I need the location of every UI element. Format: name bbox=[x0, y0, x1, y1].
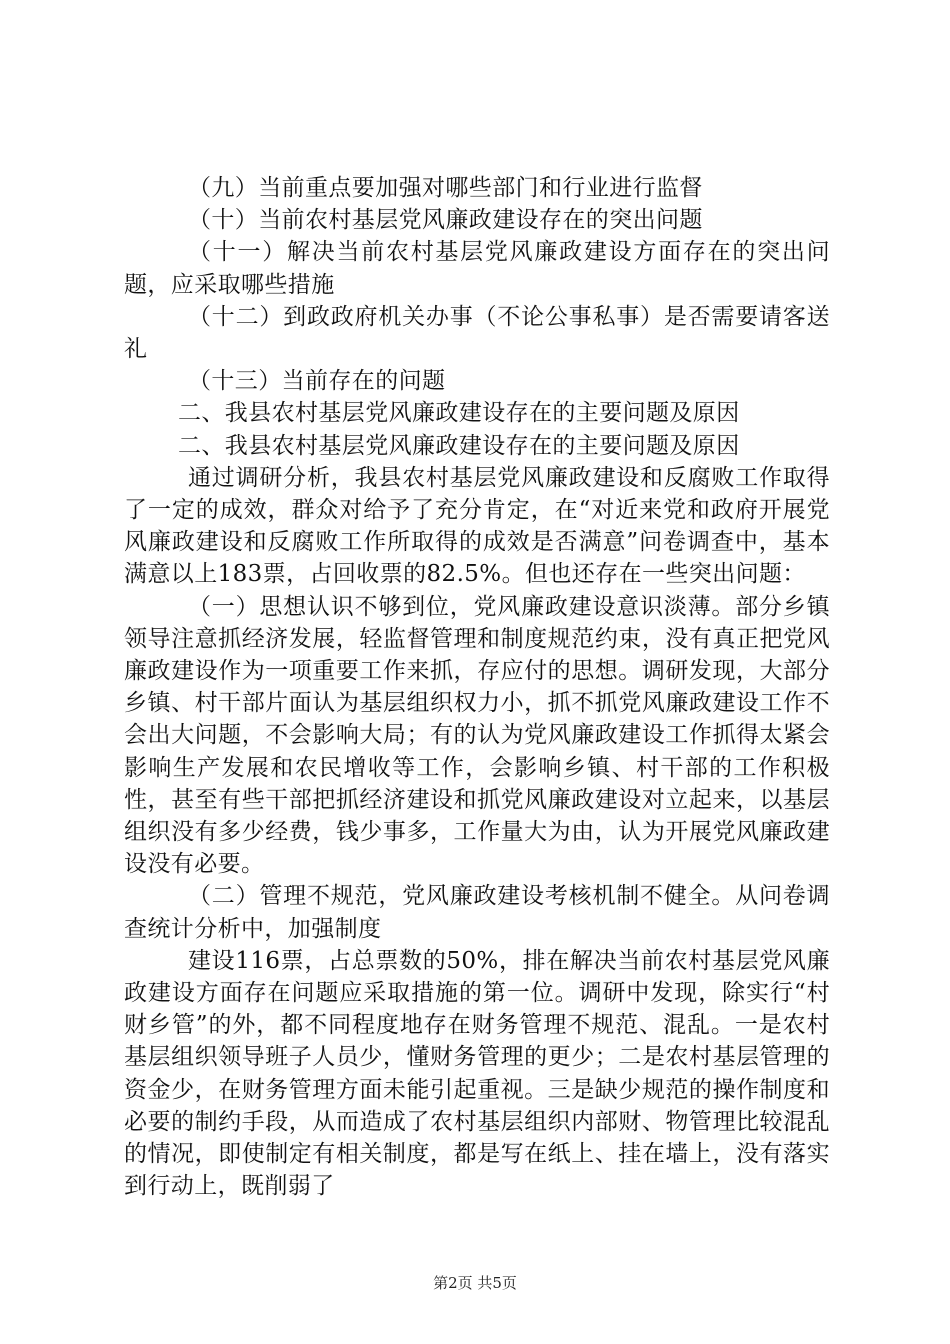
paragraph-12: （十二）到政政府机关办事（不论公事私事）是否需要请客送礼 bbox=[124, 303, 830, 363]
document-body bbox=[124, 172, 830, 1203]
paragraph-10: （十）当前农村基层党风廉政建设存在的突出问题 bbox=[188, 207, 703, 234]
paragraph-problem-1: （一）思想认识不够到位，党风廉政建设意识淡薄。部分乡镇领导注意抓经济发展，轻监督管理和制度规范约束，没有真正把党风廉政建设作为一项重要工作来抓，存应付的思想。调研发现，大部分乡镇、村干部片面认为基层组织权力小，抓不抓党风廉政建设工作不会出大问题，不会影响大局；有的认为党风廉政建设工作抓得太紧会影响生产发展和农民增收等工作，会影响乡镇、村干部的工作积极性，甚至有些干部把抓经济建设和抓党风廉政建设对立起来，以基层组织没有多少经费，钱少事多，工作量大为由，认为开展党风廉政建设没有必要。 bbox=[124, 593, 830, 878]
paragraph-11: （十一）解决当前农村基层党风廉政建设方面存在的突出问题，应采取哪些措施 bbox=[124, 239, 830, 298]
section-heading-2-repeat: 二、我县农村基层党风廉政建设存在的主要问题及原因 bbox=[178, 432, 740, 459]
paragraph-problem-2: （二）管理不规范，党风廉政建设考核机制不健全。从问卷调查统计分析中，加强制度 bbox=[124, 883, 830, 942]
paragraph-problem-2-continued: 建设116票，占总票数的50%，排在解决当前农村基层党风廉政建设方面存在问题应采取措施的第一位。调研中发现，除实行“村财乡管”的外，都不同程度地存在财务管理不规范、混乱。一是农村基层组织领导班子人员少，懂财务管理的更少；二是农村基层管理的资金少，在财务管理方面未能引起重视。三是缺少规范的操作制度和必要的制约手段，从而造成了农村基层组织内部财、物管理比较混乱的情况，即使制定有相关制度，都是写在纸上、挂在墙上，没有落实到行动上，既削弱了 bbox=[124, 947, 830, 1200]
paragraph-9: （九）当前重点要加强对哪些部门和行业进行监督 bbox=[188, 175, 703, 201]
paragraph-survey-summary: 通过调研分析，我县农村基层党风廉政建设和反腐败工作取得了一定的成效，群众对给予了充分肯定，在“对近来党和政府开展党风廉政建设和反腐败工作所取得的成效是否满意”问卷调查中，基本满意以上183票，占回收票的82.5%。但也还存在一些突出问题： bbox=[124, 464, 830, 588]
page-number-footer: 第2页 共5页 bbox=[433, 1274, 517, 1292]
paragraph-13: （十三）当前存在的问题 bbox=[188, 368, 446, 395]
section-heading-2: 二、我县农村基层党风廉政建设存在的主要问题及原因 bbox=[178, 400, 740, 427]
